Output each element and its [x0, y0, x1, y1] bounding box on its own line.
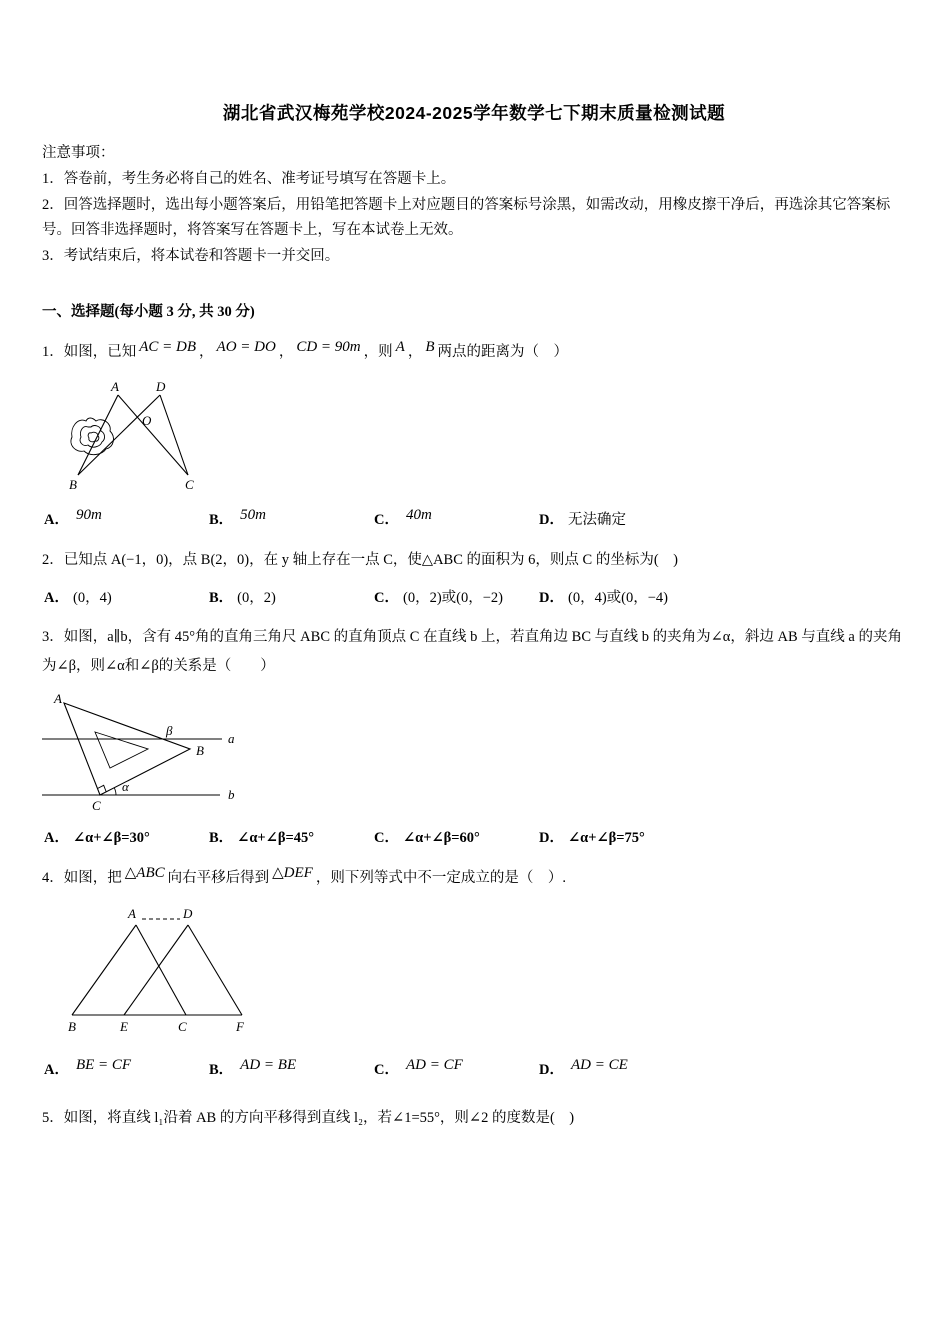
option-value: (0，2) — [237, 589, 276, 606]
q4-text-2: 向右平移后得到 — [167, 869, 270, 886]
question-4-text — [42, 863, 906, 893]
question-3-figure — [42, 693, 906, 815]
label-c-vertex: C — [92, 797, 101, 813]
option-label: A． — [44, 1061, 69, 1078]
label-b: B — [69, 476, 77, 492]
notice-item-3: 3．考试结束后，将本试卷和答题卡一并交回。 — [42, 248, 340, 265]
question-1-options — [44, 507, 906, 534]
label-b: B — [68, 1018, 76, 1034]
label-line-b: b — [228, 786, 235, 802]
question-3-text: 3．如图，a∥b，含有 45°角的直角三角尺 ABC 的直角顶点 C 在直线 b 上，若直角边 BC 与直线 b 的夹角为∠α，斜边 AB 与直线 a 的夹角为∠β，则∠α和∠β的关系是（ ） — [42, 628, 902, 674]
q4-figure-svg — [64, 905, 264, 1035]
segment-dc — [160, 395, 188, 475]
option-value: ∠α+∠β=30° — [72, 829, 150, 846]
triangle-ruler-hole — [95, 732, 148, 768]
q1-figure-svg — [56, 379, 216, 497]
q4-option-c — [374, 1057, 539, 1084]
q1-formula-1: AC = DB — [139, 338, 197, 355]
q2-option-d — [539, 585, 906, 611]
question-2-options — [44, 585, 906, 611]
pond-scribble-middle — [80, 425, 104, 447]
notice-item-2: 2．回答选择题时，选出每小题答案后，用铅笔把答题卡上对应题目的答案标号涂黑，如需改动，用橡皮擦干净后，再选涂其它答案标号。回答非选择题时，将答案写在答题卡上，写在本试卷上无效。 — [42, 196, 891, 239]
q1-text-2: ，则 — [363, 343, 393, 360]
option-value: 40m — [405, 506, 432, 523]
label-o: O — [142, 412, 152, 428]
q1-option-c — [374, 507, 539, 534]
q1-formula-2: AO = DO — [216, 338, 276, 355]
option-value: ∠α+∠β=75° — [567, 829, 645, 846]
q1-point-a: A — [395, 338, 405, 355]
q1-option-d — [539, 507, 906, 534]
notice-section — [42, 141, 906, 270]
section-heading: 一、选择题(每小题 3 分, 共 30 分) — [42, 303, 255, 320]
option-label: C． — [374, 1061, 399, 1078]
question-4-options — [44, 1057, 906, 1084]
label-line-a: a — [228, 730, 235, 746]
q1-comma-2: ， — [278, 343, 294, 360]
notice-heading: 注意事项： — [42, 145, 115, 161]
question-4-figure — [64, 905, 906, 1035]
option-label: D． — [539, 511, 564, 528]
label-a-vertex: A — [54, 692, 62, 706]
option-value: 90m — [75, 506, 102, 523]
q1-formula-3: CD = 90m — [296, 338, 361, 355]
option-label: B． — [209, 829, 234, 846]
label-c: C — [185, 476, 194, 492]
option-value: BE = CF — [75, 1056, 132, 1073]
label-a: A — [111, 378, 119, 394]
option-label: B． — [209, 511, 234, 528]
label-d: D — [156, 378, 166, 394]
option-label: B． — [209, 589, 234, 606]
option-label: A． — [44, 589, 69, 606]
option-value: AD = CE — [570, 1056, 628, 1073]
label-d: D — [183, 905, 193, 921]
option-label: D． — [539, 589, 564, 606]
label-e: E — [120, 1018, 128, 1034]
q1-point-b: B — [425, 338, 435, 355]
segment-bd — [78, 395, 160, 475]
notice-item-1: 1．答卷前，考生务必将自己的姓名、准考证号填写在答题卡上。 — [42, 170, 456, 187]
q3-figure-svg — [42, 693, 247, 815]
label-beta: β — [166, 722, 173, 738]
q1-text-1: 1．如图，已知 — [42, 343, 137, 360]
q4-option-d — [539, 1057, 906, 1084]
q1-option-a — [44, 507, 209, 534]
option-label: A． — [44, 829, 69, 846]
page-title: 湖北省武汉梅苑学校2024-2025学年数学七下期末质量检测试题 — [222, 103, 726, 123]
q3-option-d — [539, 825, 906, 851]
option-value: ∠α+∠β=45° — [237, 829, 315, 846]
label-f: F — [236, 1018, 244, 1034]
q2-option-a — [44, 585, 209, 611]
question-1-figure — [56, 379, 906, 497]
q1-option-b — [209, 507, 374, 534]
question-1-text — [42, 337, 906, 367]
q4-formula-2: △DEF — [272, 864, 313, 881]
option-label: C． — [374, 589, 399, 606]
segment-ab — [72, 925, 136, 1015]
option-label: A． — [44, 511, 69, 528]
option-value: (0，4) — [72, 589, 112, 606]
option-label: D． — [539, 829, 564, 846]
option-label: D． — [539, 1061, 564, 1078]
option-label: B． — [209, 1061, 234, 1078]
q3-option-c — [374, 825, 539, 851]
q4-formula-1: △ABC — [124, 864, 165, 881]
segment-df — [188, 925, 242, 1015]
option-value: ∠α+∠β=60° — [402, 829, 480, 846]
q4-text-1: 4．如图，把 — [42, 869, 122, 886]
question-5-text: 5．如图，将直线 l₁沿着 AB 的方向平移得到直线 l₂，若∠1=55°，则∠2 的度数是( ) — [42, 1109, 575, 1126]
option-value: 无法确定 — [567, 511, 626, 528]
pond-scribble-outer — [71, 418, 114, 455]
q1-text-3: 两点的距离为（ ） — [437, 343, 568, 360]
option-value: 50m — [240, 506, 267, 523]
q4-option-b — [209, 1057, 374, 1084]
option-value: (0，4)或(0，−4) — [567, 589, 668, 606]
q3-option-b — [209, 825, 374, 851]
label-a: A — [128, 905, 136, 921]
label-alpha: α — [122, 778, 129, 794]
q3-option-a — [44, 825, 209, 851]
segment-ac — [118, 395, 188, 475]
q2-option-c — [374, 585, 539, 611]
question-2-text: 2．已知点 A(−1，0)，点 B(2，0)，在 y 轴上存在一点 C，使△ABC 的面积为 6，则点 C 的坐标为( ) — [42, 551, 678, 568]
q4-text-3: ，则下列等式中不一定成立的是（ ）. — [315, 869, 566, 886]
q2-option-b — [209, 585, 374, 611]
option-label: C． — [374, 829, 399, 846]
label-b-vertex: B — [196, 742, 204, 758]
option-value: AD = CF — [405, 1056, 463, 1073]
q1-comma-3: ， — [407, 343, 423, 360]
question-3-options — [44, 825, 906, 851]
option-value: (0，2)或(0，−2) — [402, 589, 503, 606]
angle-alpha-arc — [114, 787, 116, 794]
option-value: AD = BE — [240, 1056, 297, 1073]
q1-comma-1: ， — [199, 343, 214, 360]
label-c: C — [178, 1018, 187, 1034]
q4-option-a — [44, 1057, 209, 1084]
option-label: C． — [374, 511, 399, 528]
